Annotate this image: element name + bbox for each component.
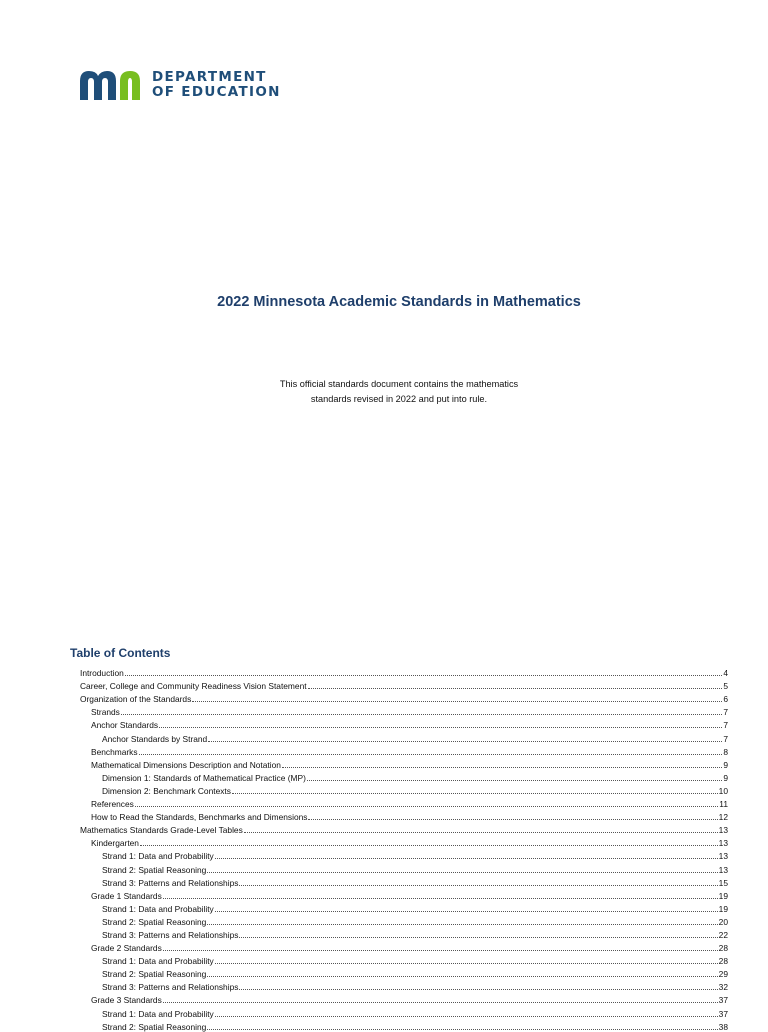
toc-entry-page: 13 [718, 825, 728, 836]
toc-dot-leader [163, 898, 718, 899]
toc-dot-leader [244, 832, 718, 833]
toc-entry[interactable] [80, 822, 728, 835]
toc-entry-label: Strand 1: Data and Probability [102, 851, 214, 862]
toc-entry-label: Strand 3: Patterns and Relationships [102, 929, 239, 940]
toc-entry[interactable] [80, 861, 728, 874]
toc-entry[interactable] [80, 875, 728, 888]
toc-entry[interactable] [80, 979, 728, 992]
toc-entry-page: 7 [723, 720, 728, 731]
logo-line-education: OF EDUCATION [152, 84, 281, 100]
toc-entry-label: Kindergarten [91, 838, 139, 849]
toc-entry-label: How to Read the Standards, Benchmarks and Dimensions [91, 812, 308, 823]
toc-entry[interactable] [80, 992, 728, 1005]
toc-entry-label: Strand 3: Patterns and Relationships [102, 982, 239, 993]
toc-entry-page: 29 [718, 969, 728, 980]
toc-entry[interactable] [80, 953, 728, 966]
toc-entry[interactable] [80, 757, 728, 770]
toc-entry-label: Strand 2: Spatial Reasoning [102, 969, 207, 980]
toc-entry-label: Career, College and Community Readiness Vision Statement [80, 681, 307, 692]
toc-entry-page: 15 [718, 877, 728, 888]
toc-entry-label: Introduction [80, 668, 124, 679]
toc-entry[interactable] [80, 796, 728, 809]
toc-entry-page: 37 [718, 995, 728, 1006]
toc-entry-label: Strand 2: Spatial Reasoning [102, 864, 207, 875]
toc-entry-page: 10 [718, 785, 728, 796]
toc-dot-leader [139, 754, 723, 755]
toc-entry[interactable] [80, 809, 728, 822]
toc-entry-page: 9 [723, 759, 728, 770]
toc-dot-leader [207, 976, 717, 977]
toc-entry[interactable] [80, 665, 728, 678]
toc-dot-leader [239, 989, 717, 990]
toc-dot-leader [208, 741, 722, 742]
toc-entry[interactable] [80, 717, 728, 730]
toc-entry-label: Strand 1: Data and Probability [102, 1008, 214, 1019]
toc-entry[interactable] [80, 678, 728, 691]
toc-entry-label: Strand 3: Patterns and Relationships [102, 877, 239, 888]
toc-entry[interactable] [80, 744, 728, 757]
toc-entry-page: 7 [723, 733, 728, 744]
toc-entry[interactable] [80, 966, 728, 979]
toc-entry-label: Grade 1 Standards [91, 890, 162, 901]
toc-entry-label: Mathematical Dimensions Description and Notation [91, 759, 281, 770]
toc-entry-page: 4 [723, 668, 728, 679]
mde-logo [76, 68, 281, 102]
toc-entry-page: 38 [718, 1021, 728, 1032]
toc-entry[interactable] [80, 888, 728, 901]
toc-dot-leader [207, 924, 717, 925]
intro-line-2: standards revised in 2022 and put into rule. [310, 393, 488, 404]
toc-dot-leader [239, 937, 717, 938]
intro-line-1: This official standards document contains the mathematics [279, 379, 519, 389]
toc-dot-leader [159, 727, 722, 728]
toc-entry-label: Anchor Standards by Strand [102, 733, 208, 744]
toc-entry[interactable] [80, 783, 728, 796]
toc-entry-label: Strand 2: Spatial Reasoning [102, 916, 207, 927]
toc-entry-page: 13 [718, 851, 728, 862]
logo-m-shape [80, 71, 116, 100]
toc-entry[interactable] [80, 940, 728, 953]
toc-entry[interactable] [80, 691, 728, 704]
toc-entry[interactable] [80, 901, 728, 914]
toc-entry-page: 11 [719, 799, 728, 810]
toc-entry-label: Dimension 1: Standards of Mathematical Practice (MP) [102, 772, 306, 783]
toc-entry-label: Anchor Standards [91, 720, 159, 731]
toc-entry-label: Strands [91, 707, 120, 718]
toc-entry-label: Mathematics Standards Grade-Level Tables [80, 825, 243, 836]
toc-dot-leader [207, 872, 717, 873]
toc-entry-page: 28 [718, 956, 728, 967]
toc-entry-page: 19 [718, 890, 728, 901]
toc-dot-leader [215, 1016, 718, 1017]
toc-entry-page: 32 [718, 982, 728, 993]
toc-dot-leader [307, 780, 722, 781]
toc-dot-leader [215, 911, 718, 912]
toc-dot-leader [135, 806, 718, 807]
toc-entry-page: 28 [718, 943, 728, 954]
toc-entry-label: Strand 2: Spatial Reasoning [102, 1021, 207, 1032]
toc-dot-leader [207, 1029, 717, 1030]
toc-dot-leader [232, 793, 718, 794]
toc-entry[interactable] [80, 848, 728, 861]
logo-line-department: DEPARTMENT [152, 69, 267, 85]
mn-logo-mark [76, 68, 144, 102]
intro-statement [250, 377, 548, 406]
toc-dot-leader [121, 714, 722, 715]
toc-entry-label: Grade 3 Standards [91, 995, 162, 1006]
toc-dot-leader [163, 1002, 718, 1003]
toc-entry[interactable] [80, 927, 728, 940]
toc-entry[interactable] [80, 835, 728, 848]
toc-entry-label: References [91, 799, 134, 810]
logo-n-shape [120, 71, 140, 100]
toc-entry-page: 13 [718, 838, 728, 849]
toc-entry-page: 13 [718, 864, 728, 875]
document-title: 2022 Minnesota Academic Standards in Mathematics [217, 293, 581, 310]
toc-entry[interactable] [80, 770, 728, 783]
toc-entry-label: Grade 2 Standards [91, 943, 162, 954]
toc-entry[interactable] [80, 914, 728, 927]
logo-wordmark [152, 70, 281, 100]
toc-entry-page: 7 [723, 707, 728, 718]
toc-entry-page: 9 [723, 772, 728, 783]
toc-entry-label: Benchmarks [91, 746, 138, 757]
toc-dot-leader [282, 767, 722, 768]
toc-entry-label: Strand 1: Data and Probability [102, 903, 214, 914]
toc-entry-page: 12 [718, 812, 728, 823]
toc-entry-page: 37 [718, 1008, 728, 1019]
toc-heading: Table of Contents [70, 646, 171, 660]
toc-dot-leader [215, 963, 718, 964]
toc-dot-leader [239, 885, 717, 886]
toc-dot-leader [140, 845, 718, 846]
toc-entry[interactable] [80, 1019, 728, 1032]
toc-entry[interactable] [80, 1005, 728, 1018]
toc-entry-page: 22 [718, 929, 728, 940]
table-of-contents [80, 665, 728, 1032]
toc-dot-leader [308, 819, 717, 820]
toc-dot-leader [125, 675, 723, 676]
toc-dot-leader [308, 688, 723, 689]
toc-entry-label: Organization of the Standards [80, 694, 192, 705]
toc-entry-page: 5 [723, 681, 728, 692]
toc-dot-leader [192, 701, 722, 702]
toc-dot-leader [215, 858, 718, 859]
toc-entry-page: 8 [723, 746, 728, 757]
toc-entry-page: 20 [718, 916, 728, 927]
toc-dot-leader [163, 950, 718, 951]
toc-entry-label: Strand 1: Data and Probability [102, 956, 214, 967]
toc-entry-page: 6 [723, 694, 728, 705]
toc-entry-page: 19 [718, 903, 728, 914]
toc-entry[interactable] [80, 704, 728, 717]
toc-entry-label: Dimension 2: Benchmark Contexts [102, 785, 231, 796]
toc-entry[interactable] [80, 730, 728, 743]
